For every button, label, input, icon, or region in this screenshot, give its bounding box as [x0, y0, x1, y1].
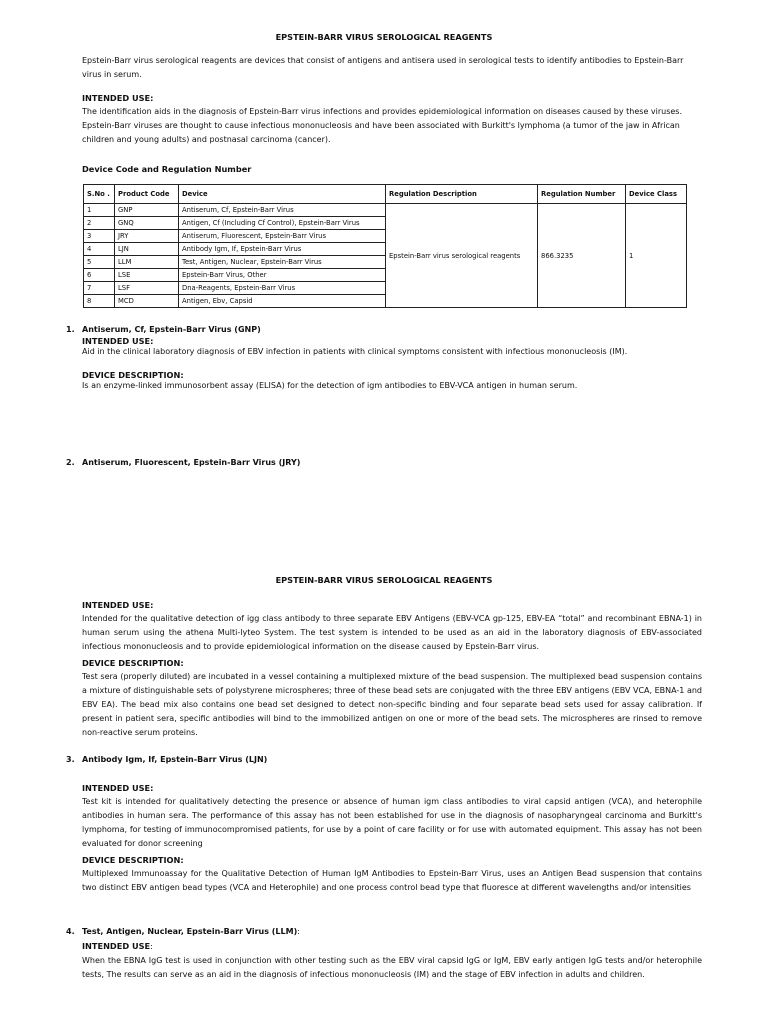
col-header: Product Code — [115, 185, 179, 204]
section-4-number: 4. — [66, 927, 75, 936]
cell-sno: 7 — [84, 282, 115, 295]
section-3-description: Multiplexed Immunoassay for the Qualitative Detection of Human IgM Antibodies to Epstein-Barr Virus, uses an Antigen Bead suspension that contains two distinct EBV antigen bead types (VCA and Heterophile) and one process control bead type that fluoresce at different wavelengths and/or intensities — [82, 869, 702, 892]
cell-regulation-number: 866.3235 — [538, 204, 626, 308]
cell-sno: 4 — [84, 243, 115, 256]
page-title-2: EPSTEIN-BARR VIRUS SEROLOGICAL REAGENTS — [275, 575, 493, 585]
section-2-description-heading: DEVICE DESCRIPTION: — [82, 658, 184, 668]
cell-product-code: GNQ — [115, 217, 179, 230]
cell-product-code: LJN — [115, 243, 179, 256]
section-3-number: 3. — [66, 755, 75, 764]
table-header-row — [84, 185, 687, 204]
section-3-title: Antibody Igm, If, Epstein-Barr Virus (LJN) — [82, 755, 268, 764]
cell-sno: 1 — [84, 204, 115, 217]
cell-device: Antiserum, Fluorescent, Epstein-Barr Virus — [179, 230, 386, 243]
cell-product-code: LSE — [115, 269, 179, 282]
section-1-description-heading: DEVICE DESCRIPTION: — [82, 370, 184, 380]
section-4-intended-use-suffix: : — [150, 942, 153, 951]
cell-device: Epstein-Barr Virus, Other — [179, 269, 386, 282]
section-2-title: Antiserum, Fluorescent, Epstein-Barr Virus (JRY) — [82, 458, 301, 467]
col-header: S.No . — [84, 185, 115, 204]
cell-sno: 8 — [84, 295, 115, 308]
cell-product-code: MCD — [115, 295, 179, 308]
section-2-intended-use-heading: INTENDED USE: — [82, 600, 154, 610]
cell-regulation-description: Epstein-Barr virus serological reagents — [386, 204, 538, 308]
cell-sno: 3 — [84, 230, 115, 243]
cell-device: Test, Antigen, Nuclear, Epstein-Barr Virus — [179, 256, 386, 269]
section-1-intended-use: Aid in the clinical laboratory diagnosis of EBV infection in patients with clinical symptoms consistent with infectious mononucleosis (IM). — [82, 347, 628, 356]
intro-paragraph: Epstein-Barr virus serological reagents are devices that consist of antigens and antisera used in serological tests to identify antibodies to Epstein-Barr virus in serum. — [82, 56, 684, 79]
intended-use-paragraph: The identification aids in the diagnosis of Epstein-Barr virus infections and provides epidemiological information on diseases caused by these viruses. Epstein-Barr viruses are thought to cause infectious mononucleosis and have been associated with Burkitt's lymphoma (a tumor of the jaw in African children and young adults) and postnasal carcinoma (cancer). — [82, 107, 683, 144]
section-3-intended-use: Test kit is intended for qualitatively detecting the presence or absence of human igm class antibodies to viral capsid antigen (VCA), and heterophile antibodies in human sera. The performance of this assay has not been established for use in the diagnosis of nasopharyngeal carcinoma and Burkitt's lymphoma, for testing of immunocompromised patients, for use by a point of care facility or for use with automated equipment. This assay has not been evaluated for donor screening — [82, 797, 702, 848]
section-4-intended-use-heading: INTENDED USE — [82, 941, 151, 951]
section-2-number: 2. — [66, 458, 75, 467]
cell-device: Antigen, Cf (Including Cf Control), Epstein-Barr Virus — [179, 217, 386, 230]
col-header: Device Class — [626, 185, 687, 204]
section-1-number: 1. — [66, 325, 75, 334]
intended-use-heading: INTENDED USE: — [82, 93, 154, 103]
cell-device: Antigen, Ebv, Capsid — [179, 295, 386, 308]
cell-product-code: GNP — [115, 204, 179, 217]
cell-product-code: JRY — [115, 230, 179, 243]
col-header: Regulation Description — [386, 185, 538, 204]
section-1-title: Antiserum, Cf, Epstein-Barr Virus (GNP) — [82, 325, 261, 334]
cell-product-code: LSF — [115, 282, 179, 295]
cell-sno: 5 — [84, 256, 115, 269]
cell-device-class: 1 — [626, 204, 687, 308]
cell-sno: 6 — [84, 269, 115, 282]
cell-device: Antiserum, Cf, Epstein-Barr Virus — [179, 204, 386, 217]
device-code-table — [83, 184, 687, 308]
cell-device: Antibody Igm, If, Epstein-Barr Virus — [179, 243, 386, 256]
section-4-intended-use: When the EBNA IgG test is used in conjunction with other testing such as the EBV viral capsid IgG or IgM, EBV early antigen IgG tests and/or heterophile tests, The results can serve as an aid in the diagnosis of infectious mononucleosis (IM) and the stage of EBV infection in adults and children. — [82, 956, 702, 979]
section-4-title-line — [82, 925, 300, 939]
section-1-description: Is an enzyme-linked immunosorbent assay (ELISA) for the detection of igm antibodies to EBV-VCA antigen in human serum. — [82, 381, 578, 390]
table-row — [84, 204, 687, 217]
device-code-heading: Device Code and Regulation Number — [82, 164, 252, 174]
section-4-title: Test, Antigen, Nuclear, Epstein-Barr Virus (LLM) — [82, 927, 298, 936]
section-2-description: Test sera (properly diluted) are incubated in a vessel containing a multiplexed mixture of the bead suspension. The multiplexed bead suspension contains a mixture of distinguishable sets of polystyrene microspheres; three of these bead sets are conjugated with the three EBV antigens (EBV VCA, EBNA-1 and EBV EA). The bead mix also contains one bead set designed to detect non-specific binding and four separate bead sets used for assay calibration. If present in patient sera, specific antibodies will bind to the immobilized antigen on one or more of the bead sets. The microspheres are rinsed to remove non-reactive serum proteins. — [82, 672, 702, 737]
section-3-description-heading: DEVICE DESCRIPTION: — [82, 855, 184, 865]
section-2-intended-use: Intended for the qualitative detection of igg class antibody to three separate EBV Antigens (EBV-VCA gp-125, EBV-EA “total” and recombinant EBNA-1) in human serum using the athena Multi-lyteo System. The test system is intended to be used as an aid in the laboratory diagnosis of EBV-associated infectious mononucleosis and to provide epidemiological information on the disease caused by Epstein-Barr virus. — [82, 614, 702, 651]
cell-sno: 2 — [84, 217, 115, 230]
section-4-intended-use-heading-line — [82, 939, 153, 954]
col-header: Device — [179, 185, 386, 204]
section-1-intended-use-heading: INTENDED USE: — [82, 336, 154, 346]
cell-product-code: LLM — [115, 256, 179, 269]
col-header: Regulation Number — [538, 185, 626, 204]
page-title: EPSTEIN-BARR VIRUS SEROLOGICAL REAGENTS — [275, 32, 493, 42]
section-4-title-suffix: : — [297, 927, 300, 936]
section-3-intended-use-heading: INTENDED USE: — [82, 783, 154, 793]
cell-device: Dna-Reagents, Epstein-Barr Virus — [179, 282, 386, 295]
